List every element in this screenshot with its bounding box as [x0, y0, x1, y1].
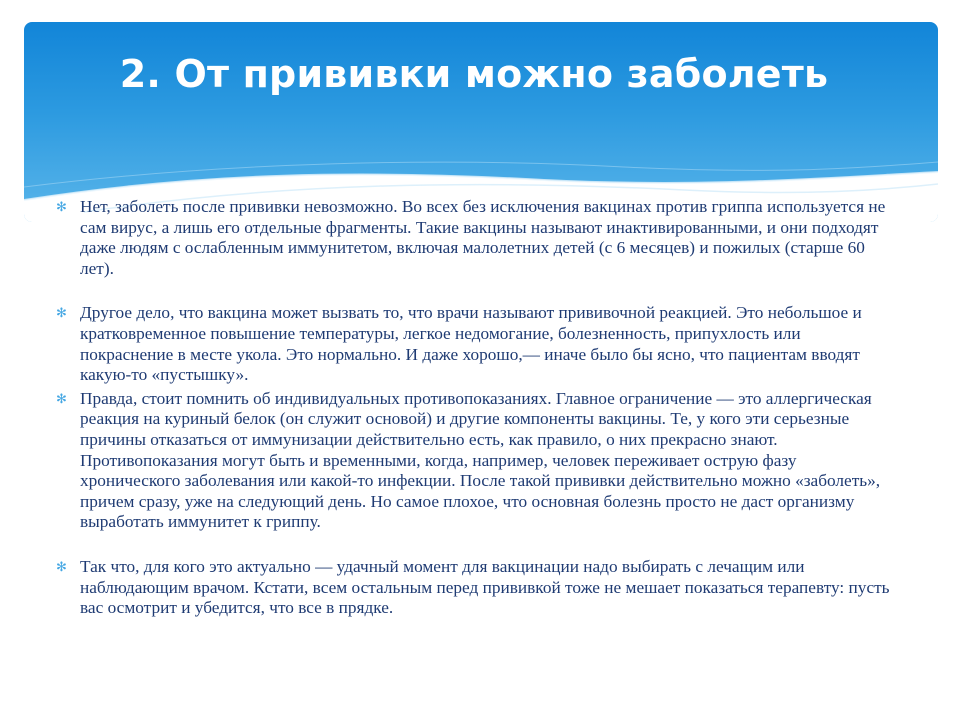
- asterisk-bullet-icon: ✻: [56, 559, 67, 575]
- asterisk-bullet-icon: ✻: [56, 200, 67, 215]
- asterisk-bullet-icon: ✻: [56, 391, 67, 407]
- bullet-text: Другое дело, что вакцина может вызвать то, что врачи называют прививочной реакцией. Это небольшое и кратковременное повышение температуры, легкое недомогание, болезненность, припухлость или покраснение в месте укола. Это нормально. И даже хорошо,— иначе было бы ясно, что пациентам вводят какую-то «пустышку».: [80, 303, 862, 385]
- bullet-item: [56, 197, 896, 279]
- bullet-item: [56, 557, 896, 619]
- bullet-text: Нет, заболеть после прививки невозможно. Во всех без исключения вакцинах против гриппа используется не сам вирус, а лишь его отдельные фрагменты. Такие вакцины называют инактивированными, и они подходят даже людям с ослабленным иммунитетом, включая малолетних детей (с 6 месяцев) и пожилых (старше 60 лет).: [80, 197, 886, 278]
- slide-body: [56, 197, 896, 619]
- bullet-item: [56, 389, 896, 533]
- bullet-item: [56, 303, 896, 385]
- asterisk-bullet-icon: ✻: [56, 306, 67, 322]
- bullet-text: Так что, для кого это актуально — удачный момент для вакцинации надо выбирать с лечащим или наблюдающим врачом. Кстати, всем остальным перед прививкой тоже не мешает показаться терапевту: пусть вас осмотрит и убедится, что все в прядке.: [80, 556, 890, 618]
- slide-title: 2. От прививки можно заболеть: [119, 52, 829, 96]
- bullet-text: Правда, стоит помнить об индивидуальных противопоказаниях. Главное ограничение — это аллергическая реакция на куриный белок (он служит основой) и другие компоненты вакцины. Те, у кого эти серьезные причины отказаться от иммунизации действительно есть, как правило, о них прекрасно знают. Противопоказания могут быть и временными, когда, например, человек переживает острую фазу хронического заболевания или какой-то инфекции. После такой прививки действительно можно «заболеть», причем сразу, уже на следующий день. Но самое плохое, что основная болезнь просто не даст организму выработать иммунитет к гриппу.: [80, 388, 881, 532]
